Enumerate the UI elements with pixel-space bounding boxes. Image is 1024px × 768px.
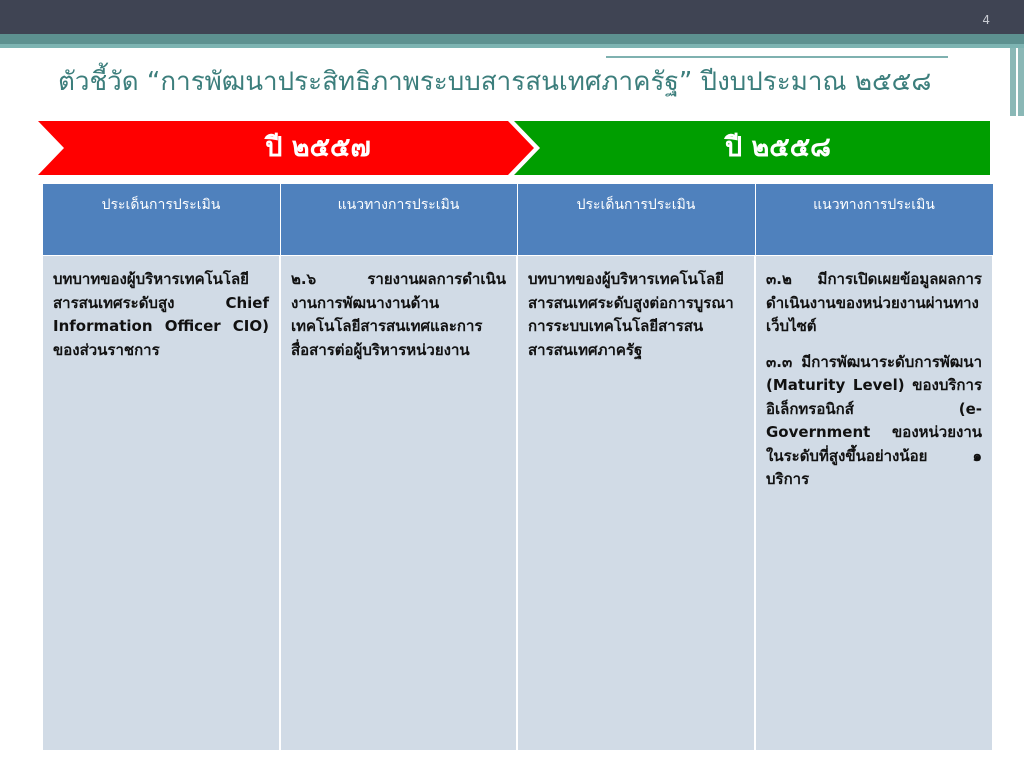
cell-issue-2557: บทบาทของผู้บริหารเทคโนโลยีสารสนเทศระดับสูง Chief Information Officer CIO) ของส่วนราชการ: [42, 256, 280, 751]
side-decoration-stripe: [1016, 48, 1018, 116]
slide-number: 4: [982, 13, 990, 27]
slide-title: ตัวชี้วัด “การพัฒนาประสิทธิภาพระบบสารสนเทศภาครัฐ” ปีงบประมาณ ๒๕๕๘: [58, 67, 932, 97]
header-issue-2558: ประเด็นการประเมิน: [517, 184, 755, 256]
header-approach-2558: แนวทางการประเมิน: [755, 184, 993, 256]
year-label-2557: ปี ๒๕๕๗: [265, 132, 371, 163]
header-issue-2557: ประเด็นการประเมิน: [42, 184, 280, 256]
year-ribbon: [38, 121, 992, 175]
cell-approach-2557: ๒.๖ รายงานผลการดำเนินงานการพัฒนางานด้านเทคโนโลยีสารสนเทศและการสื่อสารต่อผู้บริหารหน่วยงาน: [280, 256, 517, 751]
table-row: [42, 256, 993, 751]
approach-item-3-2: ๓.๒ มีการเปิดเผยข้อมูลผลการดำเนินงานของหน่วยงานผ่านทางเว็บไซต์: [766, 270, 982, 335]
accent-bar-highlight: [0, 44, 1024, 48]
top-bar: [0, 0, 1024, 34]
table-header-row: [42, 184, 993, 256]
assessment-table: [41, 183, 994, 750]
approach-item-3-3: ๓.๓ มีการพัฒนาระดับการพัฒนา (Maturity Level) ของบริการอิเล็กทรอนิกส์ (e-Government ของหน่วยงาน ในระดับที่สูงขึ้นอย่างน้อย ๑ บริการ: [766, 352, 982, 488]
header-approach-2557: แนวทางการประเมิน: [280, 184, 517, 256]
cell-approach-2558: [755, 256, 993, 751]
year-label-2558: ปี ๒๕๕๘: [724, 132, 832, 163]
cell-issue-2558: บทบาทของผู้บริหารเทคโนโลยีสารสนเทศระดับสูงต่อการบูรณาการระบบเทคโนโลยีสารสนสารสนเทศภาครัฐ: [517, 256, 755, 751]
